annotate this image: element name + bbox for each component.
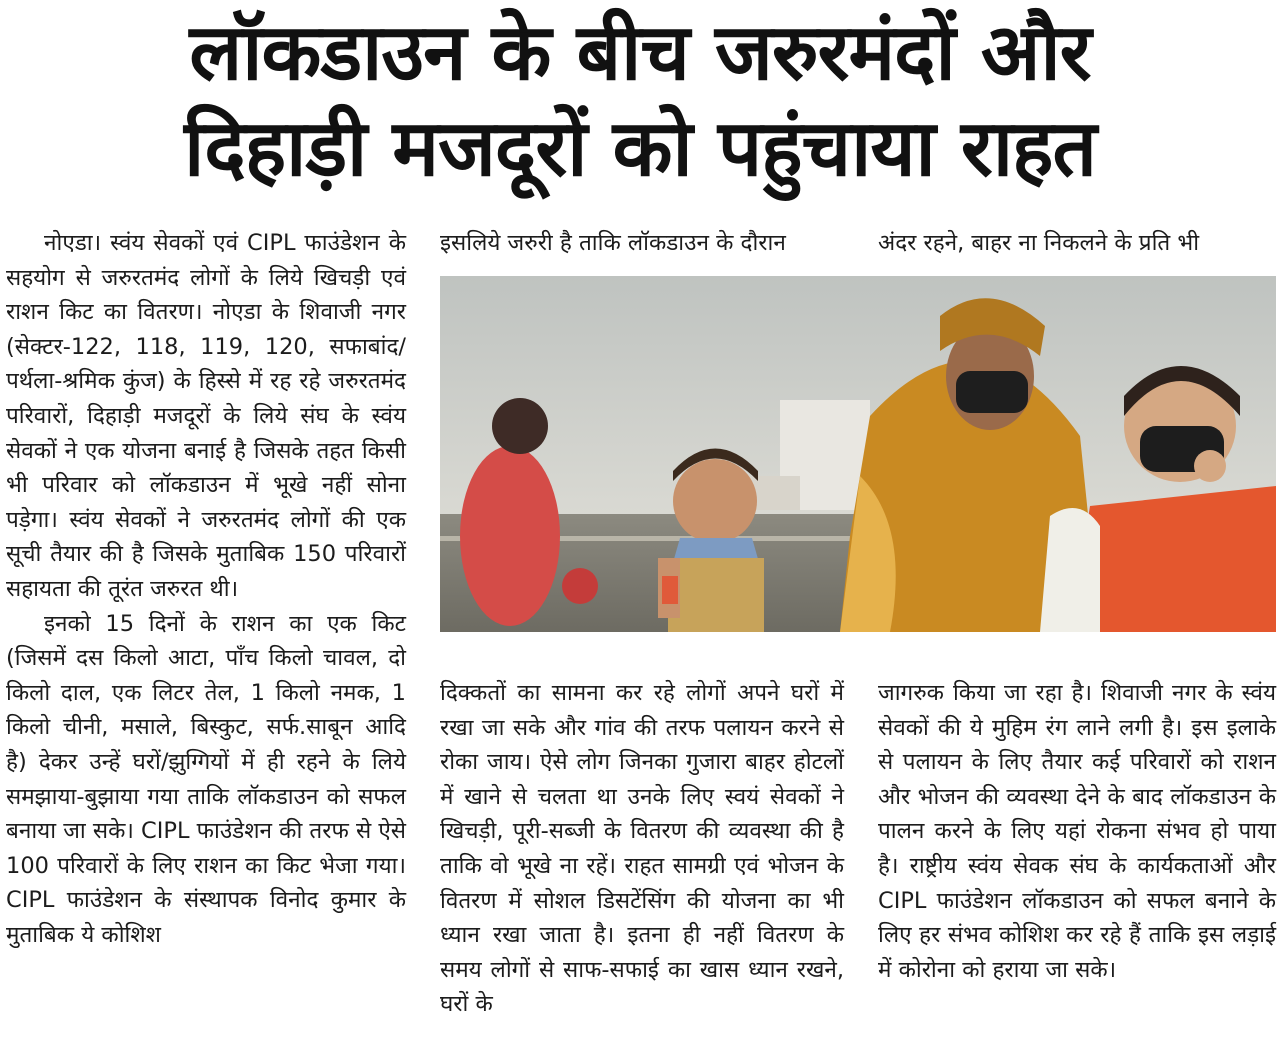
paragraph-col3-top: अंदर रहने, बाहर ना निकलने के प्रति भी	[878, 230, 1200, 256]
article-column-3-bottom	[878, 676, 1276, 987]
paragraph-1: नोएडा। स्वंय सेवकों एवं CIPL फाउंडेशन के सहयोग से जरुरतमंद लोगों के लिये खिचड़ी एवं राशन किट का वितरण। नोएडा के शिवाजी नगर (सेक्टर-122, 118, 119, 120, सफाबांद/पर्थला-श्रमिक कुंज) के हिस्से में रह रहे जरुरतमंद परिवारों, दिहाड़ी मजदूरों के लिये संघ के स्वंय सेवकों ने एक योजना बनाई है जिसके तहत किसी भी परिवार को लॉकडाउन में भूखे नहीं सोना पड़ेगा। स्वंय सेवकों ने जरुरतमंद लोगों की एक सूची तैयार की है जिसके मुताबिक 150 परिवारों सहायता की तूरंत जरुरत थी।	[6, 230, 406, 602]
paragraph-col3-bottom: जागरुक किया जा रहा है। शिवाजी नगर के स्वंय सेवकों की ये मुहिम रंग लाने लगी है। इस इलाके से पलायन के लिए तैयार कई परिवारों को राशन और भोजन की व्यवस्था देने के बाद लॉकडाउन के पालन करने के लिए यहां रोकना संभव हो पाया है। राष्ट्रीय स्वंय सेवक संघ के कार्यकताओं और CIPL फाउंडेशन लॉकडाउन को सफल बनाने के लिए हर संभव कोशिश कर रहे हैं ताकि इस लड़ाई में कोरोना को हराया जा सके।	[878, 680, 1276, 983]
article-column-2-top	[440, 226, 844, 261]
photo-migrant-family-icon	[440, 276, 1276, 632]
paragraph-col2-top: इसलिये जरुरी है ताकि लॉकडाउन के दौरान	[440, 230, 786, 256]
article-column-2-bottom	[440, 676, 844, 1022]
paragraph-2: इनको 15 दिनों के राशन का एक किट (जिसमें दस किलो आटा, पाँच किलो चावल, दो किलो दाल, एक लिटर तेल, 1 किलो नमक, 1 किलो चीनी, मसाले, बिस्कुट, सर्फ.साबून आदि है) देकर उन्हें घरों/झुग्गियों में ही रहने के लिये समझाया-बुझाया गया ताकि लॉकडाउन को सफल बनाया जा सके। CIPL फाउंडेशन की तरफ से ऐसे 100 परिवारों के लिए राशन का किट भेजा गया। CIPL फाउंडेशन के संस्थापक विनोद कुमार के मुताबिक ये कोशिश	[6, 610, 406, 948]
article-column-1	[6, 226, 406, 952]
headline-line-2: दिहाड़ी मजदूरों को पहुंचाया राहत	[184, 104, 1096, 194]
paragraph-col2-bottom: दिक्कतों का सामना कर रहे लोगों अपने घरों में रखा जा सके और गांव की तरफ पलायन करने से रोका जाय। ऐसे लोग जिनका गुजारा बाहर होटलों में खाने से चलता था उनके लिए स्वयं सेवकों ने खिचड़ी, पूरी-सब्जी के वितरण की व्यवस्था की है ताकि वो भूखे ना रहें। राहत सामग्री एवं भोजन के वितरण में सोशल डिसटेंसिंग की योजना का भी ध्यान रखा जाता है। इतना ही नहीं वितरण के समय लोगों से साफ-सफाई का खास ध्यान रखने, घरों के	[440, 680, 844, 1018]
news-photo	[440, 276, 1276, 632]
headline-line-1: लॉकडाउन के बीच जरुरमंदों और	[189, 8, 1091, 98]
article-column-3-top	[878, 226, 1276, 261]
